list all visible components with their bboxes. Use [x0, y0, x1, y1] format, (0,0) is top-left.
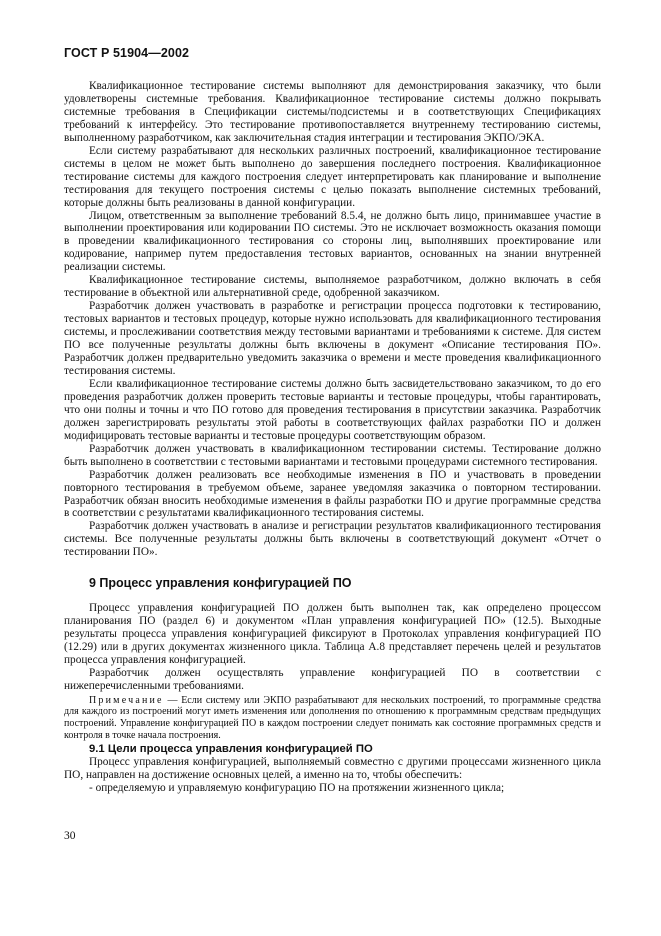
note-text: — Если систему или ЭКПО разрабатывают для нескольких построений, то программные средства для каждого из построений могут иметь изменения или дополнения по отношению к программным средствам предыдущих построений. Управление конфигурацией ПО в каждом построении следует понимать как состояние программных средств и контроля в точке начала построения. [64, 694, 601, 741]
paragraph: Процесс управления конфигурацией, выполняемый совместно с другими процессами жизненного цикла ПО, направлен на достижение основных целей, а именно на то, чтобы обеспечить: [64, 756, 601, 782]
page-body [64, 80, 601, 795]
paragraph: Процесс управления конфигурацией ПО должен быть выполнен так, как определено процессом планирования ПО (раздел 6) и документом «План управления конфигурацией ПО» (12.5). Выходные результаты процесса управления конфигурацией фиксируют в Протоколах управления конфигурацией ПО (12.29) или в других документах жизненного цикла. Таблица А.8 представляет перечень целей и результатов процесса управления конфигурацией. [64, 602, 601, 667]
document-header: ГОСТ Р 51904—2002 [64, 46, 190, 60]
paragraph: Если квалификационное тестирование системы должно быть засвидетельствовано заказчиком, то до его проведения разработчик должен проверить тестовые варианты и тестовые процедуры, чтобы гарантировать, что они полны и точны и что ПО готово для проведения тестирования в присутствии заказчика. Разработчик должен зарегистрировать результаты этой работы в соответствующих файлах разработки ПО и должен модифицировать тестовые варианты и тестовые процедуры соответствующим образом. [64, 377, 601, 442]
paragraph: Разработчик должен участвовать в разработке и регистрации процесса подготовки к тестированию, тестовых вариантов и тестовых процедур, которые нужно использовать для квалификационного тестирования системы, и прослеживании соответствия между тестовыми вариантами и требованиями к системе. Для систем ПО все полученные результаты должны быть включены в документ «Описание тестирования ПО». Разработчик должен предварительно уведомить заказчика о времени и месте проведения квалификационного тестирования системы. [64, 300, 601, 377]
paragraph: Разработчик должен участвовать в квалификационном тестировании системы. Тестирование должно быть выполнено в соответствии с тестовыми вариантами и тестовыми процедурами системного тестирования. [64, 442, 601, 468]
requirements-list [64, 782, 601, 795]
paragraph: Если систему разрабатывают для нескольких различных построений, квалификационное тестирование системы в целом не может быть выполнено до завершения последнего построения. Квалификационное тестирование системы для каждого построения следует интерпретировать как планирование и выполнение тестирования для текущего построения системы с целью показать выполнение системных требований, которые должны быть реализованы в данной конфигурации. [64, 144, 601, 209]
note-label: Примечание [89, 694, 164, 706]
paragraph: Разработчик должен участвовать в анализе и регистрации результатов квалификационного тестирования системы. Все полученные результаты должны быть включены в соответствующий документ «Отчет о тестировании ПО». [64, 520, 601, 559]
subsection-heading: 9.1 Цели процесса управления конфигурацией ПО [89, 743, 373, 756]
paragraph: Лицом, ответственным за выполнение требований 8.5.4, не должно быть лицо, принимавшее участие в выполнении проектирования или кодировании ПО системы. Это не исключает возможность оказания помощи в проведении квалификационного тестирования со стороны лиц, выполнявших проектирование или кодирование, например путем предоставления тестовых вариантов, основанных на знании внутренней реализации системы. [64, 209, 601, 274]
list-item: - определяемую и управляемую конфигурацию ПО на протяжении жизненного цикла; [89, 782, 505, 795]
paragraph: Квалификационное тестирование системы, выполняемое разработчиком, должно включать в себя тестирование в объектной или альтернативной среде, одобренной заказчиком. [64, 274, 601, 300]
note [64, 695, 601, 741]
paragraph: Квалификационное тестирование системы выполняют для демонстрирования заказчику, что были удовлетворены системные требования. Квалификационное тестирование системы должно покрывать системные требования в Спецификации системы/подсистемы и в соответствующих Спецификациях требований к интерфейсу. Это тестирование противопоставляется внутреннему тестированию системы, выполненному разработчиком, как заключительная стадия интеграции и тестирования ЭКПО/ЭКА. [64, 80, 601, 144]
paragraph: Разработчик должен реализовать все необходимые изменения в ПО и участвовать в проведении повторного тестирования в требуемом объеме, заранее уведомляя заказчика о повторном тестировании. Разработчик обязан вносить необходимые изменения в файлы разработки ПО и другие программные средства в соответствии с результатами квалификационного тестирования системы. [64, 468, 601, 520]
page-number: 30 [64, 830, 76, 842]
paragraph: Разработчик должен осуществлять управление конфигурацией ПО в соответствии с нижеперечисленными требованиями. [64, 666, 601, 692]
section-heading: 9 Процесс управления конфигурацией ПО [89, 576, 352, 591]
